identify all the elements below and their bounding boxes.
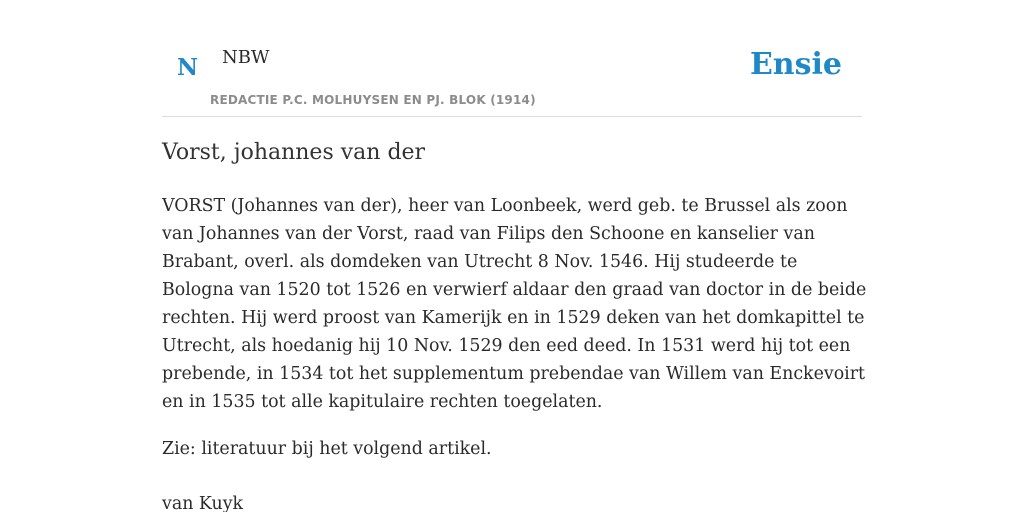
source-subtitle: REDACTIE P.C. MOLHUYSEN EN PJ. BLOK (1914) [210, 93, 536, 107]
source-name[interactable]: NBW [222, 47, 270, 68]
article-body: VORST (Johannes van der), heer van Loonbeek, werd geb. te Brussel als zoon van Johannes van der Vorst, raad van Filips den Schoone en kanselier van Brabant, overl. als domdeken van Utrecht 8 Nov. 1546. Hij studeerde te Bologna van 1520 tot 1526 en verwierf aldaar den graad van doctor in de beide rechten. Hij werd proost van Kamerijk en in 1529 deken van het domkapittel te Utrecht, als hoedanig hij 10 Nov. 1529 den eed deed. In 1531 werd hij tot een prebende, in 1534 tot het supplementum prebendae van Willem van Enckevoirt en in 1535 tot alle kapitulaire rechten toegelaten. [162, 196, 867, 412]
brand-logo[interactable]: Ensie [749, 47, 842, 82]
see-also-note: Zie: literatuur bij het volgend artikel. [162, 439, 492, 459]
article-author: van Kuyk [162, 494, 244, 512]
source-logo[interactable]: N [177, 54, 199, 81]
article-title: Vorst, johannes van der [162, 140, 426, 165]
source-header [162, 0, 862, 117]
